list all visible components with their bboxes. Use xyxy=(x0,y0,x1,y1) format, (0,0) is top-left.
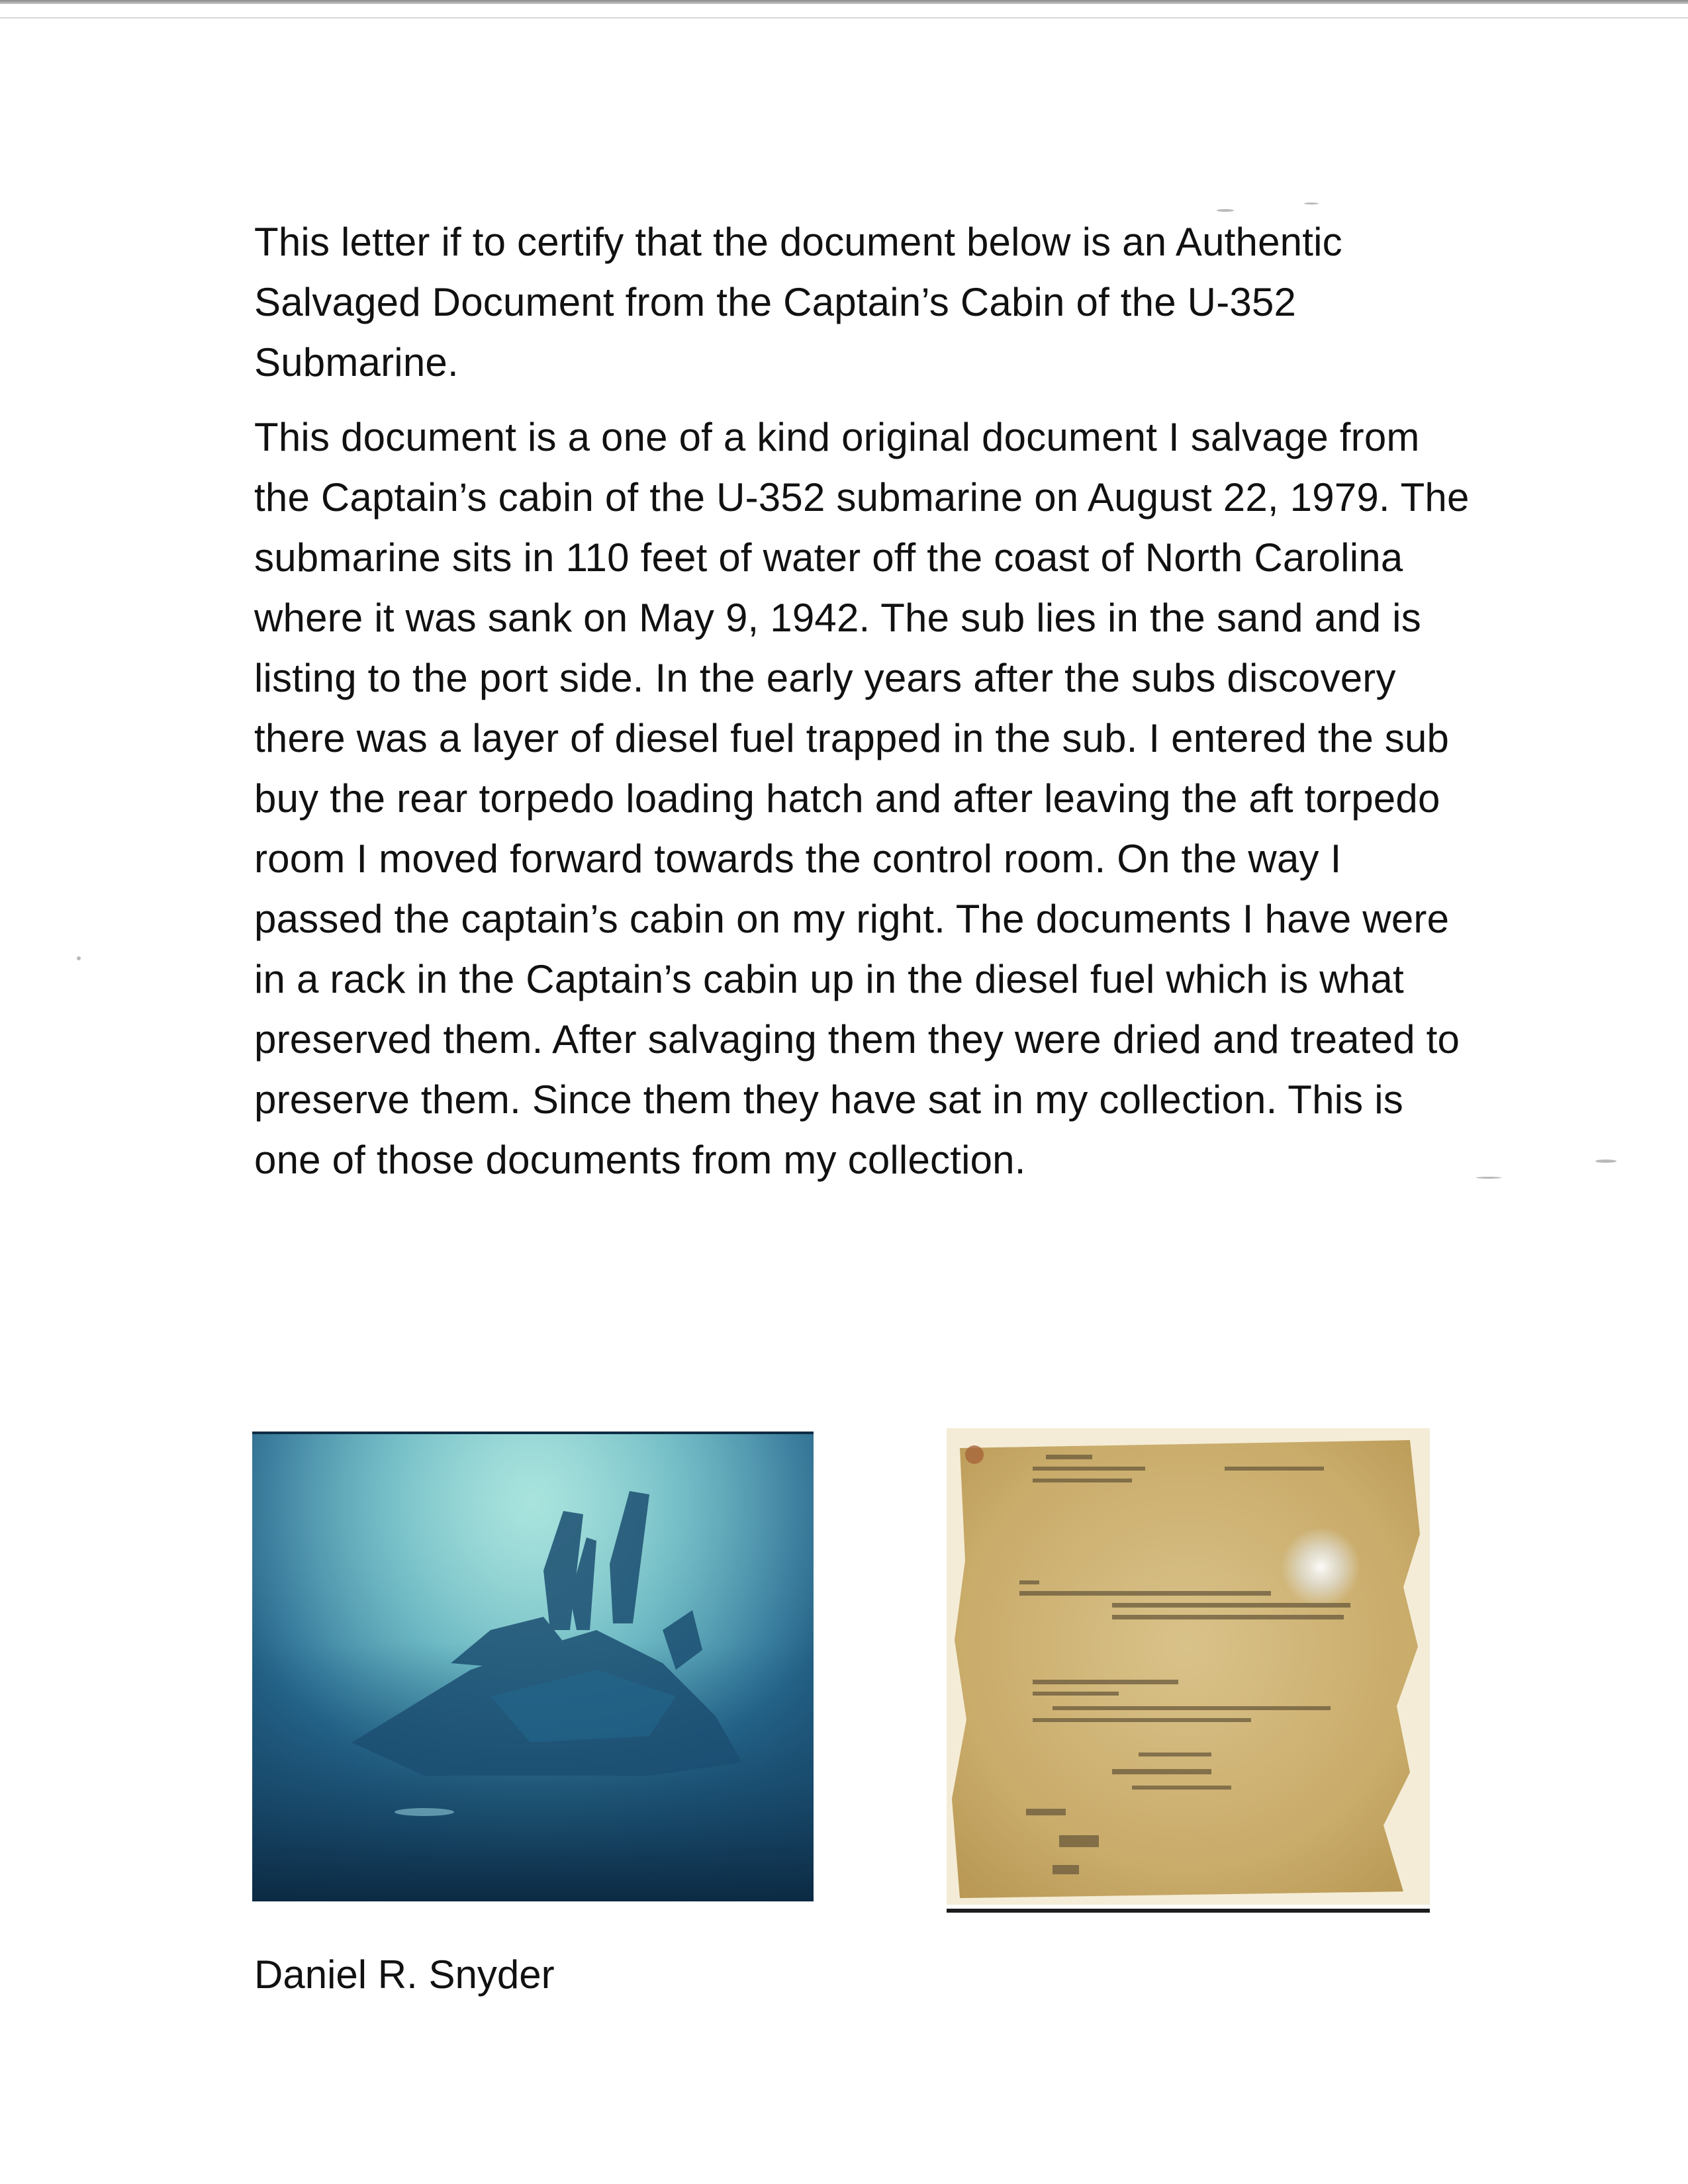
document-photo-underline xyxy=(947,1909,1430,1913)
signature-name: Daniel R. Snyder xyxy=(254,1952,555,1997)
scan-speck xyxy=(1595,1160,1617,1163)
salvage-account-paragraph: This document is a one of a kind original document I salvage from the Captain’s cabin of the U-352 submarine on August 22, 1979. The submarine sits in 110 feet of water off the coast of North Carolina where it was sank on May 9, 1942. The sub lies in the sand and is listing to the port side. In the early years after the subs discovery there was a layer of diesel fuel trapped in the sub. I entered the sub buy the rear torpedo loading hatch and after leaving the aft torpedo room I moved forward towards the control room. On the way I passed the captain’s cabin on my right. The documents I have were in a rack in the Captain’s cabin up in the diesel fuel which is what preserved them. After salvaging them they were dried and treated to preserve them. Since them they have sat in my collection. This is one of those documents from my collection. xyxy=(254,415,1470,1182)
scan-speck xyxy=(1476,1177,1501,1179)
scan-speck xyxy=(1304,203,1319,205)
submarine-wreck-photo xyxy=(252,1432,814,1901)
scan-speck xyxy=(77,956,81,960)
scan-top-edge xyxy=(0,0,1688,4)
letter-body xyxy=(254,212,1479,1190)
certification-paragraph: This letter if to certify that the document below is an Authentic Salvaged Document from the Captain’s Cabin of the U-352 Submarine. xyxy=(254,220,1342,385)
salvaged-document-photo xyxy=(947,1428,1430,1905)
scan-line xyxy=(0,17,1688,19)
